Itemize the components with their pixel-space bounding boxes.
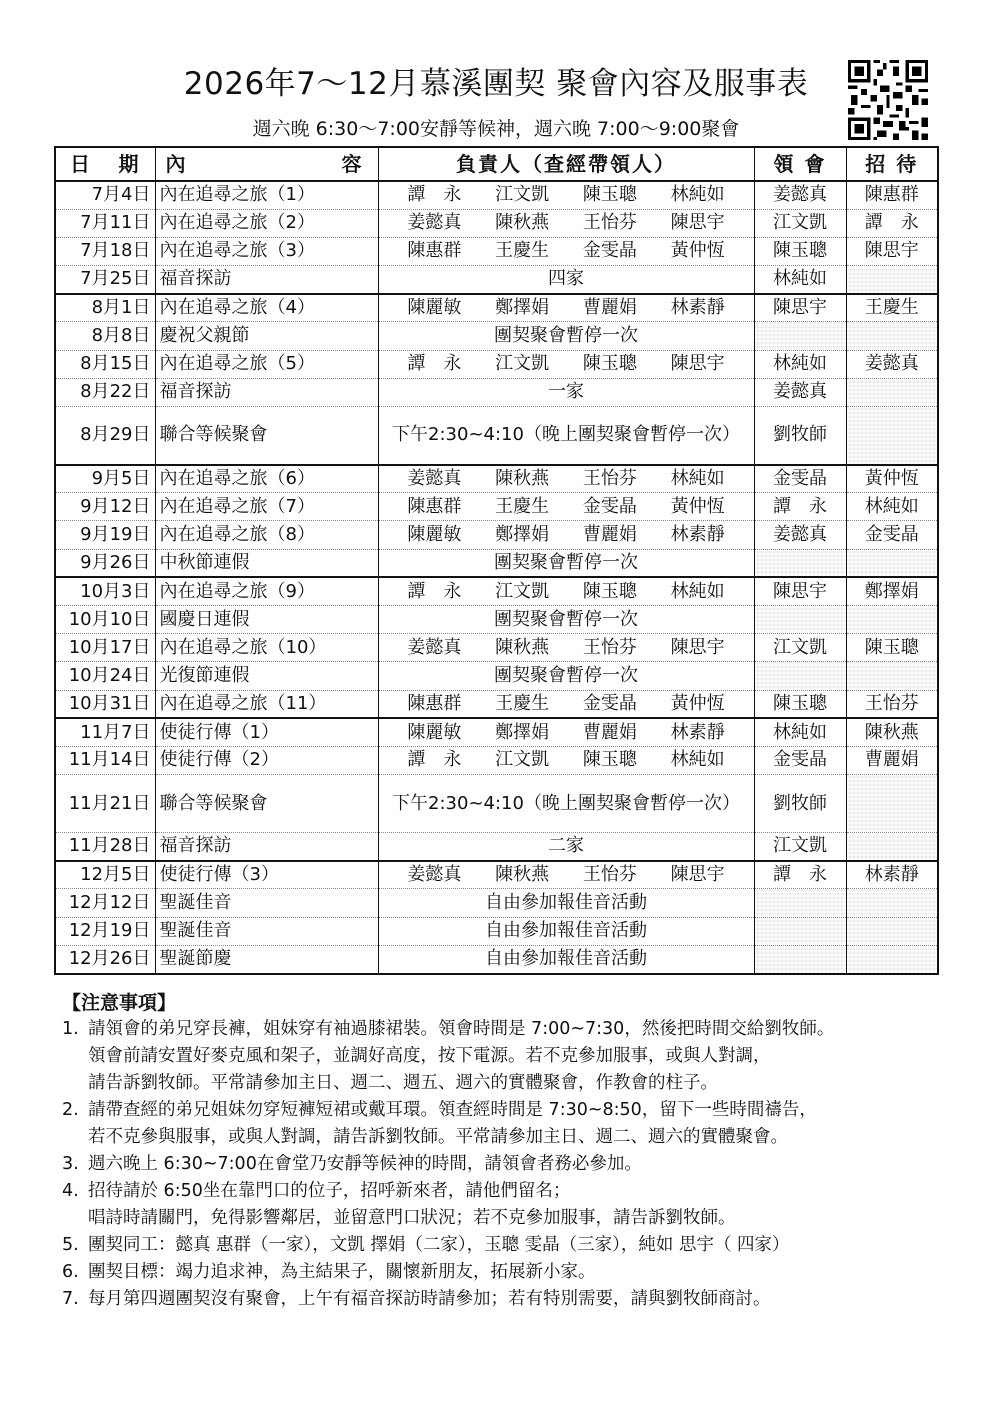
cell-people: [378, 746, 754, 774]
cell-lead: 江文凱: [754, 209, 846, 237]
note-line: 團契目標：竭力追求神，為主結果子，關懷新朋友，拓展新小家。: [88, 1262, 596, 1282]
cell-date: 12月5日: [55, 861, 155, 889]
person-name: 譚 永: [407, 580, 462, 602]
cell-lead: [754, 662, 846, 690]
page-subtitle: 週六晚 6:30～7:00安靜等候神，週六晚 7:00～9:00聚會: [252, 118, 740, 140]
header-content: 內 容: [155, 147, 378, 181]
cell-content: 內在追尋之旅（2）: [155, 209, 378, 237]
schedule-table: [54, 146, 939, 975]
cell-greet: [846, 662, 938, 690]
note-number: 4.: [62, 1181, 79, 1201]
cell-content: 內在追尋之旅（5）: [155, 350, 378, 378]
person-name: 金雯晶: [582, 495, 637, 517]
person-name: 陳秋燕: [495, 212, 550, 234]
cell-date: 10月24日: [55, 662, 155, 690]
cell-lead: [754, 917, 846, 945]
person-name: 黃仲恆: [670, 495, 725, 517]
merged-note: 團契聚會暫停一次: [494, 325, 638, 347]
person-name: 鄭擇娟: [495, 721, 550, 743]
note-item: [62, 1178, 942, 1232]
table-header-row: [55, 147, 938, 181]
cell-date: 11月14日: [55, 746, 155, 774]
cell-greet: 王怡芬: [846, 690, 938, 718]
cell-people: [378, 889, 754, 917]
cell-date: 9月5日: [55, 465, 155, 493]
note-line: 請帶查經的弟兄姐妹勿穿短褲短裙或戴耳環。領查經時間是 7:30~8:50，留下一些時間禱告，: [88, 1100, 817, 1120]
cell-date: 11月7日: [55, 718, 155, 746]
cell-greet: 黃仲恆: [846, 465, 938, 493]
cell-lead: 金雯晶: [754, 746, 846, 774]
cell-greet: 林素靜: [846, 861, 938, 889]
cell-people: [378, 350, 754, 378]
notes-list: [62, 1016, 942, 1313]
person-name: 曹麗娟: [582, 721, 637, 743]
table-row: [55, 833, 938, 861]
cell-content: 內在追尋之旅（9）: [155, 577, 378, 605]
cell-date: 9月26日: [55, 549, 155, 577]
cell-lead: 林純如: [754, 266, 846, 294]
cell-date: 10月31日: [55, 690, 155, 718]
cell-lead: 陳思宇: [754, 577, 846, 605]
cell-greet: [846, 407, 938, 465]
person-name: 陳惠群: [407, 692, 462, 714]
person-name: 陳思宇: [670, 636, 725, 658]
note-item: [62, 1286, 942, 1313]
note-line: 招待請於 6:50坐在靠門口的位子，招呼新來者，請他們留名；: [88, 1181, 571, 1201]
person-name: 陳麗敏: [407, 721, 462, 743]
cell-content: 慶祝父親節: [155, 322, 378, 350]
table-row: [55, 322, 938, 350]
merged-note: 下午2:30~4:10（晚上團契聚會暫停一次）: [392, 792, 740, 814]
note-number: 6.: [62, 1262, 79, 1282]
person-name: 陳玉聰: [582, 580, 637, 602]
table-row: [55, 266, 938, 294]
cell-date: 10月17日: [55, 634, 155, 662]
note-number: 5.: [62, 1235, 79, 1255]
cell-greet: [846, 605, 938, 633]
cell-greet: [846, 322, 938, 350]
cell-date: 12月12日: [55, 889, 155, 917]
cell-greet: 鄭擇娟: [846, 577, 938, 605]
cell-content: 內在追尋之旅（4）: [155, 294, 378, 322]
person-name: 陳玉聰: [582, 353, 637, 375]
cell-date: 11月21日: [55, 775, 155, 833]
table-row: [55, 350, 938, 378]
table-row: [55, 746, 938, 774]
person-name: 曹麗娟: [582, 297, 637, 319]
person-name: 林素靜: [670, 297, 725, 319]
cell-lead: 姜懿真: [754, 181, 846, 209]
cell-greet: [846, 917, 938, 945]
cell-date: 9月19日: [55, 521, 155, 549]
cell-lead: 林純如: [754, 718, 846, 746]
cell-greet: 陳惠群: [846, 181, 938, 209]
note-line: 週六晚上 6:30~7:00在會堂乃安靜等候神的時間，請領會者務必參加。: [88, 1154, 642, 1174]
cell-content: 福音探訪: [155, 266, 378, 294]
note-number: 3.: [62, 1154, 79, 1174]
person-name: 陳麗敏: [407, 297, 462, 319]
person-name: 姜懿真: [407, 467, 462, 489]
cell-lead: 江文凱: [754, 833, 846, 861]
header-people: 負責人（查經帶領人）: [378, 147, 754, 181]
table-row: [55, 945, 938, 973]
cell-date: 8月8日: [55, 322, 155, 350]
cell-lead: 陳玉聰: [754, 690, 846, 718]
person-name: 王慶生: [495, 240, 550, 262]
cell-lead: 劉牧師: [754, 775, 846, 833]
cell-greet: [846, 549, 938, 577]
person-name: 陳思宇: [670, 212, 725, 234]
merged-note: 團契聚會暫停一次: [494, 608, 638, 630]
person-name: 王怡芬: [582, 467, 637, 489]
header-greet: 招 待: [846, 147, 938, 181]
cell-lead: 江文凱: [754, 634, 846, 662]
cell-lead: 姜懿真: [754, 378, 846, 406]
cell-people: [378, 521, 754, 549]
cell-date: 7月18日: [55, 237, 155, 265]
note-item: [62, 1259, 942, 1286]
notes-title: 【注意事項】: [62, 992, 177, 1014]
table-row: [55, 237, 938, 265]
cell-content: 內在追尋之旅（3）: [155, 237, 378, 265]
cell-content: 內在追尋之旅（6）: [155, 465, 378, 493]
cell-date: 10月3日: [55, 577, 155, 605]
cell-content: 使徒行傳（1）: [155, 718, 378, 746]
note-line: 團契同工：懿真 惠群（一家），文凱 擇娟（二家），玉聰 雯晶（三家），純如 思宇（ 四家）: [88, 1235, 790, 1255]
table-row: [55, 181, 938, 209]
cell-content: 內在追尋之旅（10）: [155, 634, 378, 662]
merged-note: 一家: [548, 381, 584, 403]
cell-people: [378, 266, 754, 294]
person-name: 陳玉聰: [582, 749, 637, 771]
cell-content: 聖誕節慶: [155, 945, 378, 973]
table-row: [55, 775, 938, 833]
cell-lead: [754, 889, 846, 917]
cell-people: [378, 917, 754, 945]
note-item: [62, 1016, 942, 1097]
cell-content: 使徒行傳（2）: [155, 746, 378, 774]
cell-date: 12月19日: [55, 917, 155, 945]
cell-date: 7月11日: [55, 209, 155, 237]
person-name: 陳秋燕: [495, 467, 550, 489]
cell-people: [378, 861, 754, 889]
person-name: 陳麗敏: [407, 523, 462, 545]
cell-greet: 陳玉聰: [846, 634, 938, 662]
cell-date: 11月28日: [55, 833, 155, 861]
note-line: 若不克參與服事，或與人對調，請告訴劉牧師。平常請參加主日、週二、週六的實體聚會。: [88, 1127, 788, 1147]
cell-content: 聖誕佳音: [155, 917, 378, 945]
person-name: 陳惠群: [407, 495, 462, 517]
cell-date: 8月22日: [55, 378, 155, 406]
note-number: 1.: [62, 1019, 79, 1039]
table-row: [55, 662, 938, 690]
cell-content: 聯合等候聚會: [155, 407, 378, 465]
person-name: 王慶生: [495, 692, 550, 714]
person-name: 王怡芬: [582, 212, 637, 234]
person-name: 鄭擇娟: [495, 523, 550, 545]
cell-content: 福音探訪: [155, 378, 378, 406]
person-name: 江文凱: [495, 749, 550, 771]
cell-lead: 金雯晶: [754, 465, 846, 493]
person-name: 陳思宇: [670, 864, 725, 886]
cell-content: 內在追尋之旅（8）: [155, 521, 378, 549]
table-row: [55, 378, 938, 406]
cell-people: [378, 775, 754, 833]
cell-date: 7月4日: [55, 181, 155, 209]
cell-greet: [846, 945, 938, 973]
cell-date: 9月12日: [55, 493, 155, 521]
person-name: 林純如: [670, 467, 725, 489]
cell-date: 8月1日: [55, 294, 155, 322]
cell-greet: 譚 永: [846, 209, 938, 237]
table-row: [55, 407, 938, 465]
person-name: 林素靜: [670, 523, 725, 545]
person-name: 陳秋燕: [495, 864, 550, 886]
person-name: 陳惠群: [407, 240, 462, 262]
table-row: [55, 718, 938, 746]
cell-people: [378, 549, 754, 577]
schedule-body: [55, 181, 938, 974]
cell-people: [378, 209, 754, 237]
person-name: 鄭擇娟: [495, 297, 550, 319]
cell-people: [378, 322, 754, 350]
person-name: 陳秋燕: [495, 636, 550, 658]
cell-lead: 劉牧師: [754, 407, 846, 465]
note-item: [62, 1151, 942, 1178]
merged-note: 團契聚會暫停一次: [494, 664, 638, 686]
cell-lead: 陳玉聰: [754, 237, 846, 265]
person-name: 姜懿真: [407, 212, 462, 234]
merged-note: 二家: [548, 835, 584, 857]
person-name: 林純如: [670, 749, 725, 771]
cell-people: [378, 378, 754, 406]
cell-content: 內在追尋之旅（11）: [155, 690, 378, 718]
person-name: 林純如: [670, 580, 725, 602]
person-name: 譚 永: [407, 184, 462, 206]
table-row: [55, 294, 938, 322]
person-name: 曹麗娟: [582, 523, 637, 545]
header-date: 日 期: [55, 147, 155, 181]
cell-lead: 陳思宇: [754, 294, 846, 322]
cell-people: [378, 662, 754, 690]
cell-date: 8月29日: [55, 407, 155, 465]
header-lead: 領 會: [754, 147, 846, 181]
note-item: [62, 1232, 942, 1259]
person-name: 譚 永: [407, 749, 462, 771]
cell-greet: 姜懿真: [846, 350, 938, 378]
table-row: [55, 889, 938, 917]
person-name: 譚 永: [407, 353, 462, 375]
note-line: 唱詩時請關門，免得影響鄰居，並留意門口狀況；若不克參加服事，請告訴劉牧師。: [88, 1208, 736, 1228]
cell-people: [378, 181, 754, 209]
cell-content: 使徒行傳（3）: [155, 861, 378, 889]
cell-people: [378, 294, 754, 322]
person-name: 江文凱: [495, 580, 550, 602]
person-name: 王怡芬: [582, 864, 637, 886]
cell-lead: 譚 永: [754, 861, 846, 889]
merged-note: 自由參加報佳音活動: [485, 920, 647, 942]
table-row: [55, 917, 938, 945]
cell-content: 聯合等候聚會: [155, 775, 378, 833]
cell-content: 聖誕佳音: [155, 889, 378, 917]
merged-note: 自由參加報佳音活動: [485, 892, 647, 914]
note-line: 領會前請安置好麥克風和架子，並調好高度，按下電源。若不克參加服事，或與人對調，: [88, 1046, 771, 1066]
cell-content: 中秋節連假: [155, 549, 378, 577]
person-name: 王怡芬: [582, 636, 637, 658]
person-name: 黃仲恆: [670, 240, 725, 262]
cell-greet: [846, 378, 938, 406]
cell-date: 10月10日: [55, 605, 155, 633]
cell-lead: [754, 605, 846, 633]
cell-people: [378, 407, 754, 465]
table-row: [55, 209, 938, 237]
cell-greet: [846, 775, 938, 833]
note-line: 每月第四週團契沒有聚會，上午有福音探訪時請參加；若有特別需要，請與劉牧師商討。: [88, 1289, 771, 1309]
merged-note: 下午2:30~4:10（晚上團契聚會暫停一次）: [392, 424, 740, 446]
table-row: [55, 465, 938, 493]
cell-people: [378, 465, 754, 493]
table-row: [55, 634, 938, 662]
cell-greet: 林純如: [846, 493, 938, 521]
cell-greet: [846, 266, 938, 294]
cell-date: 7月25日: [55, 266, 155, 294]
cell-content: 國慶日連假: [155, 605, 378, 633]
cell-greet: [846, 833, 938, 861]
cell-content: 內在追尋之旅（1）: [155, 181, 378, 209]
cell-lead: [754, 322, 846, 350]
note-item: [62, 1097, 942, 1151]
cell-date: 12月26日: [55, 945, 155, 973]
cell-people: [378, 634, 754, 662]
cell-people: [378, 237, 754, 265]
cell-greet: 曹麗娟: [846, 746, 938, 774]
cell-content: 光復節連假: [155, 662, 378, 690]
table-row: [55, 521, 938, 549]
cell-people: [378, 690, 754, 718]
cell-date: 8月15日: [55, 350, 155, 378]
cell-people: [378, 493, 754, 521]
cell-greet: [846, 889, 938, 917]
cell-people: [378, 945, 754, 973]
person-name: 江文凱: [495, 353, 550, 375]
note-number: 7.: [62, 1289, 79, 1309]
merged-note: 自由參加報佳音活動: [485, 948, 647, 970]
person-name: 陳思宇: [670, 353, 725, 375]
cell-greet: 陳秋燕: [846, 718, 938, 746]
person-name: 黃仲恆: [670, 692, 725, 714]
person-name: 姜懿真: [407, 636, 462, 658]
page-title: 2026年7～12月慕溪團契 聚會內容及服事表: [183, 66, 809, 102]
merged-note: 團契聚會暫停一次: [494, 551, 638, 573]
cell-greet: 王慶生: [846, 294, 938, 322]
table-row: [55, 861, 938, 889]
merged-note: 四家: [548, 268, 584, 290]
cell-lead: 姜懿真: [754, 521, 846, 549]
table-row: [55, 605, 938, 633]
qr-code-icon: [848, 60, 928, 140]
cell-people: [378, 577, 754, 605]
person-name: 林素靜: [670, 721, 725, 743]
cell-lead: 譚 永: [754, 493, 846, 521]
cell-lead: [754, 549, 846, 577]
cell-greet: 金雯晶: [846, 521, 938, 549]
note-line: 請領會的弟兄穿長褲，姐妹穿有袖過膝裙裝。領會時間是 7:00~7:30，然後把時間交給劉牧師。: [88, 1019, 835, 1039]
table-row: [55, 549, 938, 577]
person-name: 金雯晶: [582, 692, 637, 714]
table-row: [55, 493, 938, 521]
cell-content: 內在追尋之旅（7）: [155, 493, 378, 521]
cell-people: [378, 718, 754, 746]
note-line: 請告訴劉牧師。平常請參加主日、週二、週五、週六的實體聚會，作教會的柱子。: [88, 1073, 718, 1093]
person-name: 金雯晶: [582, 240, 637, 262]
cell-people: [378, 833, 754, 861]
cell-people: [378, 605, 754, 633]
person-name: 王慶生: [495, 495, 550, 517]
person-name: 姜懿真: [407, 864, 462, 886]
cell-content: 福音探訪: [155, 833, 378, 861]
table-row: [55, 690, 938, 718]
person-name: 林純如: [670, 184, 725, 206]
table-row: [55, 577, 938, 605]
cell-lead: 林純如: [754, 350, 846, 378]
note-number: 2.: [62, 1100, 79, 1120]
cell-lead: [754, 945, 846, 973]
cell-greet: 陳思宇: [846, 237, 938, 265]
person-name: 江文凱: [495, 184, 550, 206]
person-name: 陳玉聰: [582, 184, 637, 206]
